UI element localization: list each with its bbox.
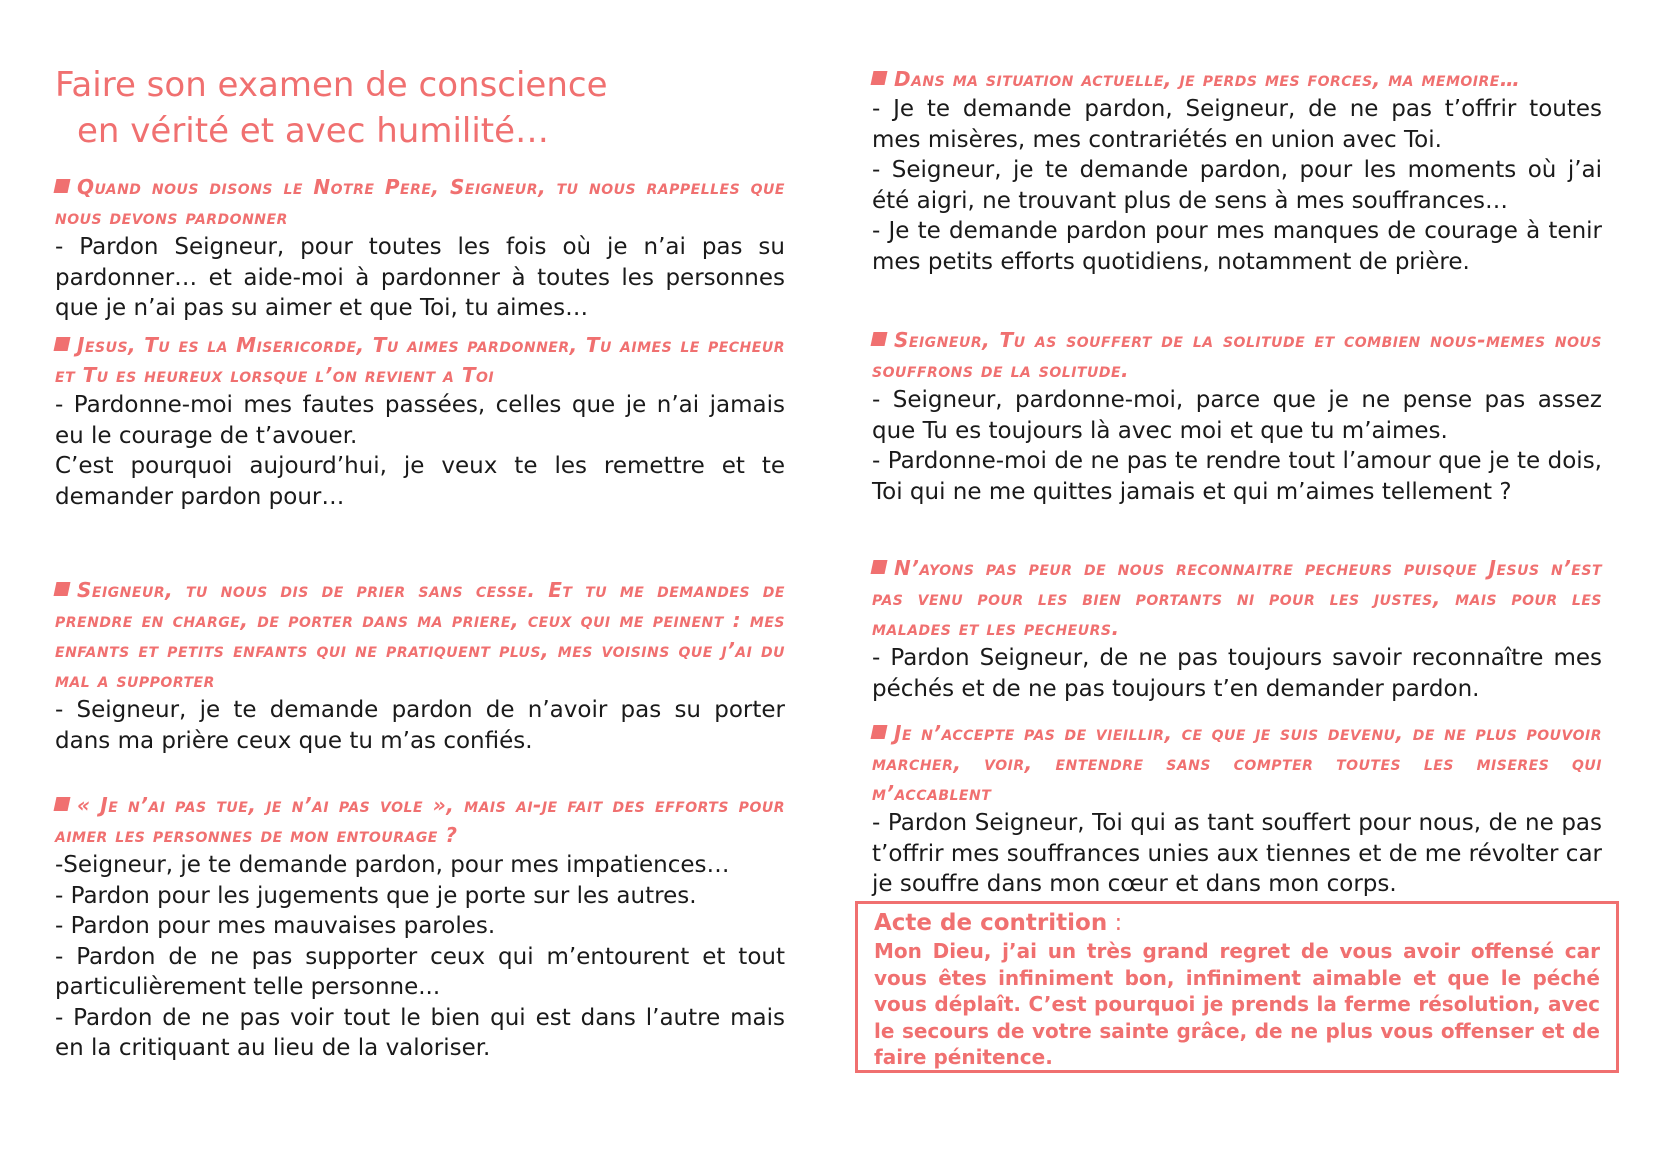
section-notre-pere: [55, 172, 785, 324]
paragraph: - Pardon pour mes mauvaises paroles.: [55, 913, 496, 939]
contrition-text: Mon Dieu, j’ai un très grand regret de vous avoir offensé car vous êtes infiniment bon, infiniment aimable et que le péché vous déplaît. C’est pourquoi je prends la ferme résolution, avec le secours de votre sainte grâce, de ne plus vous offenser et de faire pénitence.: [874, 939, 1600, 1069]
bullet-square-icon: [54, 179, 71, 193]
section-heading: Dans ma situation actuelle, je perds mes forces, ma memoire…: [894, 67, 1521, 91]
paragraph: - Pardon Seigneur, Toi qui as tant souffert pour nous, de ne pas t’offrir mes souffrances unies aux tiennes et de me révolter car je souffre dans mon cœur et dans mon corps.: [872, 810, 1602, 897]
paragraph: - Pardon Seigneur, pour toutes les fois où je n’ai pas su pardonner… et aide-moi à pardonner à toutes les personnes que je n’ai pas su aimer et que Toi, tu aimes…: [55, 234, 785, 321]
title-line-1: Faire son examen de conscience: [55, 65, 608, 105]
bullet-square-icon: [54, 797, 71, 811]
contrition-colon: :: [1107, 910, 1123, 936]
page-title: [55, 62, 608, 154]
section-heading: Je n’accepte pas de vieillir, ce que je suis devenu, de ne plus pouvoir marcher, voir, entendre sans compter toutes les miseres qui m’accablent: [872, 721, 1602, 805]
paragraph: - Seigneur, pardonne-moi, parce que je ne pense pas assez que Tu es toujours là avec moi et que tu m’aimes.: [872, 387, 1602, 444]
paragraph: -Seigneur, je te demande pardon, pour mes impatiences…: [55, 852, 730, 878]
paragraph: - Pardonne-moi mes fautes passées, celles que je n’ai jamais eu le courage de t’avouer.: [55, 392, 785, 449]
section-heading: Jesus, Tu es la Misericorde, Tu aimes pardonner, Tu aimes le pecheur et Tu es heureux lorsque l’on revient a Toi: [55, 333, 785, 387]
paragraph: C’est pourquoi aujourd’hui, je veux te les remettre et te demander pardon pour…: [55, 453, 785, 510]
bullet-square-icon: [871, 725, 888, 739]
paragraph: - Pardon de ne pas voir tout le bien qui est dans l’autre mais en la critiquant au lieu de la valoriser.: [55, 1004, 785, 1061]
contrition-box: [855, 901, 1619, 1073]
bullet-square-icon: [871, 71, 888, 85]
section-solitude: [872, 325, 1602, 507]
paragraph: - Pardon de ne pas supporter ceux qui m’entourent et tout particulièrement telle personne...: [55, 943, 785, 1000]
title-line-2: en vérité et avec humilité…: [77, 111, 550, 151]
bullet-square-icon: [871, 332, 888, 346]
paragraph: - Pardonne-moi de ne pas te rendre tout l’amour que je te dois, Toi qui ne me quittes jamais et qui m’aimes tellement ?: [872, 448, 1602, 505]
section-misericorde: [55, 330, 785, 512]
paragraph: - Seigneur, je te demande pardon, pour les moments où j’ai été aigri, ne trouvant plus de sens à mes souffrances…: [872, 157, 1602, 214]
section-priere: [55, 575, 785, 756]
bullet-square-icon: [54, 337, 71, 351]
bullet-square-icon: [871, 560, 888, 574]
paragraph: - Pardon pour les jugements que je porte sur les autres.: [55, 882, 697, 909]
section-heading: Seigneur, tu nous dis de prier sans cesse. Et tu me demandes de prendre en charge, de porter dans ma priere, ceux qui me peinent : mes enfants et petits enfants qui ne pratiquent plus, mes voisins que j’ai du mal a supporter: [55, 578, 785, 692]
section-heading: « Je n’ai pas tue, je n’ai pas vole », mais ai-je fait des efforts pour aimer les personnes de mon entourage ?: [55, 793, 785, 847]
section-heading: Seigneur, Tu as souffert de la solitude et combien nous-memes nous souffrons de la solitude.: [872, 328, 1603, 382]
paragraph: - Je te demande pardon, Seigneur, de ne pas t’offrir toutes mes misères, mes contrariétés en union avec Toi.: [872, 96, 1602, 153]
section-heading: Quand nous disons le Notre Pere, Seigneur, tu nous rappelles que nous devons pardonner: [55, 175, 785, 229]
section-entourage: [55, 790, 785, 1064]
bullet-square-icon: [54, 582, 71, 596]
section-heading: N’ayons pas peur de nous reconnaitre pecheurs puisque Jesus n’est pas venu pour les bien portants ni pour les justes, mais pour les malades et les pecheurs.: [872, 556, 1602, 640]
contrition-title: Acte de contrition: [874, 910, 1108, 936]
section-vieillir: [872, 718, 1602, 900]
paragraph: - Pardon Seigneur, de ne pas toujours savoir reconnaître mes péchés et de ne pas toujours t’en demander pardon.: [872, 645, 1602, 702]
section-situation-actuelle: [872, 64, 1602, 277]
section-pecheurs: [872, 553, 1602, 704]
paragraph: - Je te demande pardon pour mes manques de courage à tenir mes petits efforts quotidiens, notamment de prière.: [872, 218, 1602, 275]
paragraph: - Seigneur, je te demande pardon de n’avoir pas su porter dans ma prière ceux que tu m’as confiés.: [55, 697, 785, 754]
